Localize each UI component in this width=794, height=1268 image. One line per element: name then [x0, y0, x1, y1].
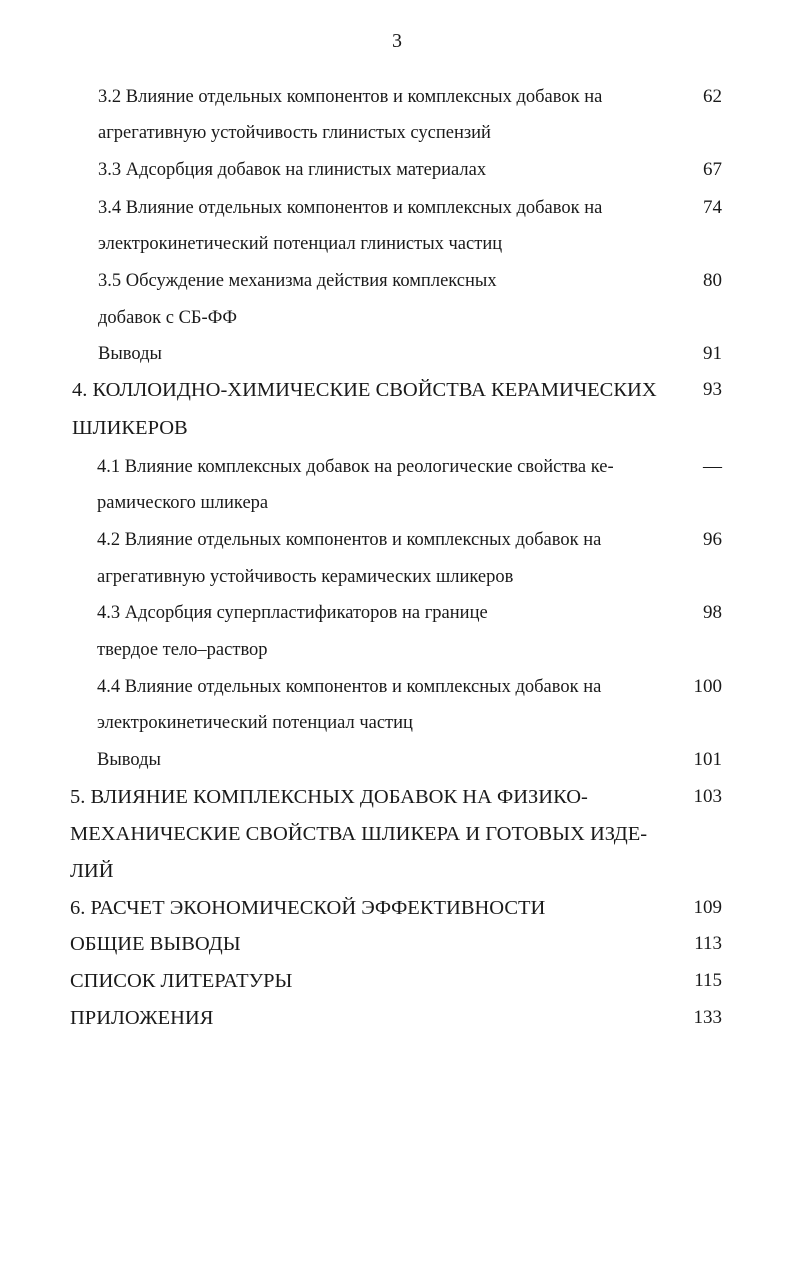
toc-entry-line: ОБЩИЕ ВЫВОДЫ: [70, 933, 241, 955]
toc-entry-line: 3.5 Обсуждение механизма действия комплексных: [98, 271, 497, 291]
toc-entry-line: 4.2 Влияние отдельных компонентов и комплексных добавок на: [97, 530, 602, 550]
toc-entry-line: МЕХАНИЧЕСКИЕ СВОЙСТВА ШЛИКЕРА И ГОТОВЫХ ИЗДЕ-: [70, 823, 648, 845]
toc-entry-line: добавок с СБ-ФФ: [98, 308, 237, 328]
toc-entry-page: 91: [703, 343, 722, 364]
toc-entry-line: СПИСОК ЛИТЕРАТУРЫ: [70, 970, 293, 992]
toc-entry-page: —: [703, 456, 722, 477]
page-number: 3: [392, 30, 402, 52]
toc-entry-line: Выводы: [97, 750, 161, 770]
toc-entry-page: 62: [703, 86, 722, 107]
toc-entry-page: 80: [703, 270, 722, 291]
toc-entry-line: твердое тело–раствор: [97, 640, 268, 660]
toc-entry-line: 4.1 Влияние комплексных добавок на реологические свойства ке-: [97, 457, 614, 477]
toc-entry-line: ШЛИКЕРОВ: [72, 417, 188, 439]
toc-entry-line: ЛИЙ: [70, 860, 114, 882]
toc-entry-page: 113: [694, 933, 722, 954]
toc-entry-line: агрегативную устойчивость глинистых суспензий: [98, 123, 491, 143]
toc-entry-page: 96: [703, 529, 722, 550]
toc-entry-line: ПРИЛОЖЕНИЯ: [70, 1007, 214, 1029]
toc-entry-page: 109: [693, 897, 722, 918]
toc-entry-line: 3.4 Влияние отдельных компонентов и комплексных добавок на: [98, 198, 603, 218]
toc-entry-line: 4.4 Влияние отдельных компонентов и комплексных добавок на: [97, 677, 602, 697]
toc-entry-page: 133: [693, 1007, 722, 1028]
toc-entry-page: 101: [693, 749, 722, 770]
toc-entry-line: 6. РАСЧЕТ ЭКОНОМИЧЕСКОЙ ЭФФЕКТИВНОСТИ: [70, 897, 546, 919]
toc-entry-page: 100: [693, 676, 722, 697]
toc-entry-line: электрокинетический потенциал частиц: [97, 713, 413, 733]
toc-entry-line: 5. ВЛИЯНИЕ КОМПЛЕКСНЫХ ДОБАВОК НА ФИЗИКО-: [70, 786, 588, 808]
toc-entry-line: 4.3 Адсорбция суперпластификаторов на границе: [97, 603, 488, 623]
toc-entry-line: агрегативную устойчивость керамических шликеров: [97, 567, 514, 587]
toc-entry-line: 4. КОЛЛОИДНО-ХИМИЧЕСКИЕ СВОЙСТВА КЕРАМИЧЕСКИХ: [72, 379, 657, 401]
toc-entry-line: 3.3 Адсорбция добавок на глинистых материалах: [98, 160, 487, 180]
toc-entry-line: рамического шликера: [97, 493, 269, 513]
toc-entry-page: 93: [703, 379, 722, 400]
toc-entry-page: 67: [703, 159, 722, 180]
toc-entry-line: 3.2 Влияние отдельных компонентов и комплексных добавок на: [98, 87, 603, 107]
toc-entry-line: Выводы: [98, 344, 162, 364]
toc-entry-page: 98: [703, 602, 722, 623]
toc-entry-page: 103: [693, 786, 722, 807]
toc-entry-page: 115: [694, 970, 722, 991]
toc-entry-page: 74: [703, 197, 722, 218]
toc-entry-line: электрокинетический потенциал глинистых частиц: [98, 234, 503, 254]
